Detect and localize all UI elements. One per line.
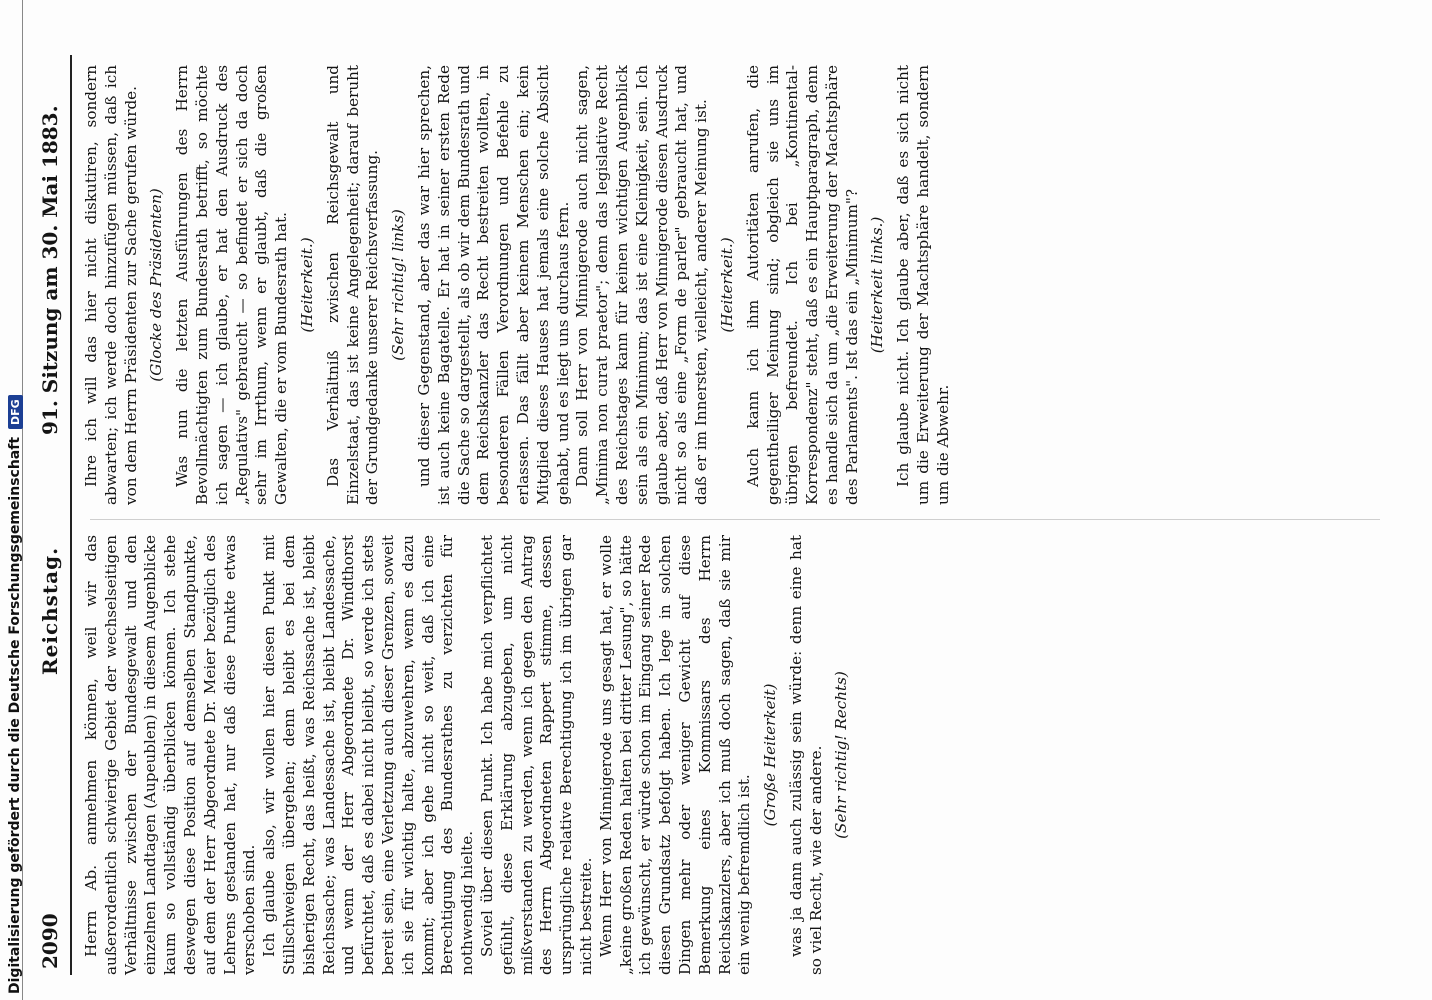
text-column-right	[82, 65, 954, 505]
page-number: 2090	[38, 913, 62, 969]
page-title: Reichstag.	[38, 546, 62, 675]
paragraph: Das Verhältniß zwischen Reichsgewalt und Einzelstaat, das ist keine Angelegenheit; darauf beruht der Grundgedanke unserer Reichsverfassung.	[323, 65, 382, 505]
paragraph: Ich glaube also, wir wollen hier diesen Punkt mit Stillschweigen übergehen; denn bleibt es bei dem bisherigen Recht, das heißt, was Reichssache ist, bleibt Reichssache; was Landessache ist, bleibt Landessache, und wenn der Herr Abgeordnete Dr. Windthorst befürchtet, daß es dabei nicht bleibt, so werde ich stets bereit sein, eine Verletzung auch dieser Grenzen, soweit ich sie für wichtig halte, abzuwehren, wenn es dazu kommt; aber ich gehe nicht so weit, daß ich eine Berechtigung des Bundesrathes zu verzichten für nothwendig hielte.	[260, 535, 477, 975]
paragraph: und dieser Gegenstand, aber das war hier sprechen, ist auch keine Bagatelle. Er hat in seiner ersten Rede die Sache so dargestellt, als ob wir dem Bundesrath und dem Reichskanzler das Recht bestreiten wollten, in besonderen Fällen Verordnungen und Befehle zu erlassen. Das fällt aber keinem Menschen ein; kein Mitglied dieses Hauses hat jemals eine solche Absicht gehabt, und es liegt uns durchaus fern.	[414, 65, 572, 505]
column-divider	[90, 519, 1380, 520]
scanned-page	[30, 25, 1410, 975]
paragraph: Ihre ich will das hier nicht diskutiren, sondern abwarten; ich werde doch hinzufügen müssen, daß ich von dem Herrn Präsidenten zur Sache gerufen würde.	[82, 65, 140, 505]
paragraph: Dann soll Herr von Minnigerode auch nicht sagen, „Minima non curat praetor"; denn das legislative Recht des Reichstages kann für keinen wichtigen Augenblick sein als ein Minimum; das ist eine Kleinigkeit, sein. Ich glaube aber, daß Herr von Minnigerode diesen Ausdruck nicht so als eine „Form de parler" gebraucht hat, und daß er im Innersten, vielleicht, anderer Meinung ist.	[573, 65, 711, 505]
paragraph: Ich glaube nicht. Ich glaube aber, daß es sich nicht um die Erweiterung der Machtsphäre handelt, sondern um die Abwehr.	[894, 65, 952, 505]
session-line: 91. Sitzung am 30. Mai 1883.	[38, 105, 62, 435]
dfg-logo: DFG	[8, 395, 23, 429]
paragraph: was ja dann auch zulässig sein würde: denn eine hat so viel Recht, wie der andere.	[786, 535, 825, 975]
page-header	[30, 55, 72, 975]
interjection: (Heiterkeit links.)	[868, 216, 887, 354]
interjection: (Sehr richtig! links)	[389, 209, 408, 361]
interjection: (Heiterkeit.)	[717, 237, 736, 333]
paragraph: Auch kann ich ihm Autoritäten anrufen, die gegentheiliger Meinung sind; obgleich sie uns im übrigen befreundet. Ich bei „Kontinental-Korrespondenz" steht, daß es ein Hauptparagraph, denn es handle sich da um „die Erweiterung der Machtsphäre des Parlaments". Ist das ein „Minimum"?	[743, 65, 861, 505]
paragraph: Wenn Herr von Minnigerode uns gesagt hat, er wolle „keine großen Reden halten bei dritter Lesung", so hätte ich gewünscht, er würde schon im Eingang seiner Rede diesen Grundsatz befolgt haben. Ich lege in solchen Dingen mehr oder weniger Gewicht auf diese Bemerkung eines Kommissars des Herrn Reichskanzlers, aber ich muß doch sagen, daß sie mir ein wenig befremdlich ist.	[596, 535, 754, 975]
credit-text: Digitalisierung gefördert durch die Deutsche Forschungsgemeinschaft	[7, 436, 23, 994]
paragraph: Soviel über diesen Punkt. Ich habe mich verpflichtet gefühlt, diese Erklärung abzugeben, um nicht mißverstanden zu werden, wenn ich gegen den Antrag des Herrn Abgeordneten Rappert stimme, dessen ursprüngliche relative Berechtigung ich im übrigen gar nicht bestreite.	[477, 535, 595, 975]
digitization-credit	[2, 0, 28, 1000]
interjection: (Große Heiterkeit)	[761, 683, 780, 827]
interjection: (Glocke des Präsidenten)	[147, 188, 166, 382]
text-column-left	[82, 535, 858, 975]
paragraph: Was nun die letzten Ausführungen des Herrn Bevollmächtigten zum Bundesrath betrifft, so möchte ich sagen — ich glaube, er hat den Ausdruck des „Regulativs" gebraucht — so befindet er sich da doch sehr im Irrthum, wenn er glaubt, daß die großen Gewalten, die er vom Bundesrath hat.	[173, 65, 291, 505]
paragraph: Herrn Ab. anmehmen können, weil wir das außerordentlich schwierige Gebiet der wechselseitigen Verhältnisse zwischen der Bundesgewalt und den einzelnen Landtagen (Aupeublen) in diesem Augenblicke kaum so vollständig überblicken können. Ich stehe deswegen diese Position auf demselben Standpunkte, auf dem der Herr Abgeordnete Dr. Meier bezüglich des Lehrens gestanden hat, nur daß diese Punkte etwas verschoben sind.	[82, 535, 259, 975]
interjection: (Sehr richtig! Rechts)	[832, 671, 851, 839]
interjection: (Heiterkeit.)	[297, 237, 316, 333]
